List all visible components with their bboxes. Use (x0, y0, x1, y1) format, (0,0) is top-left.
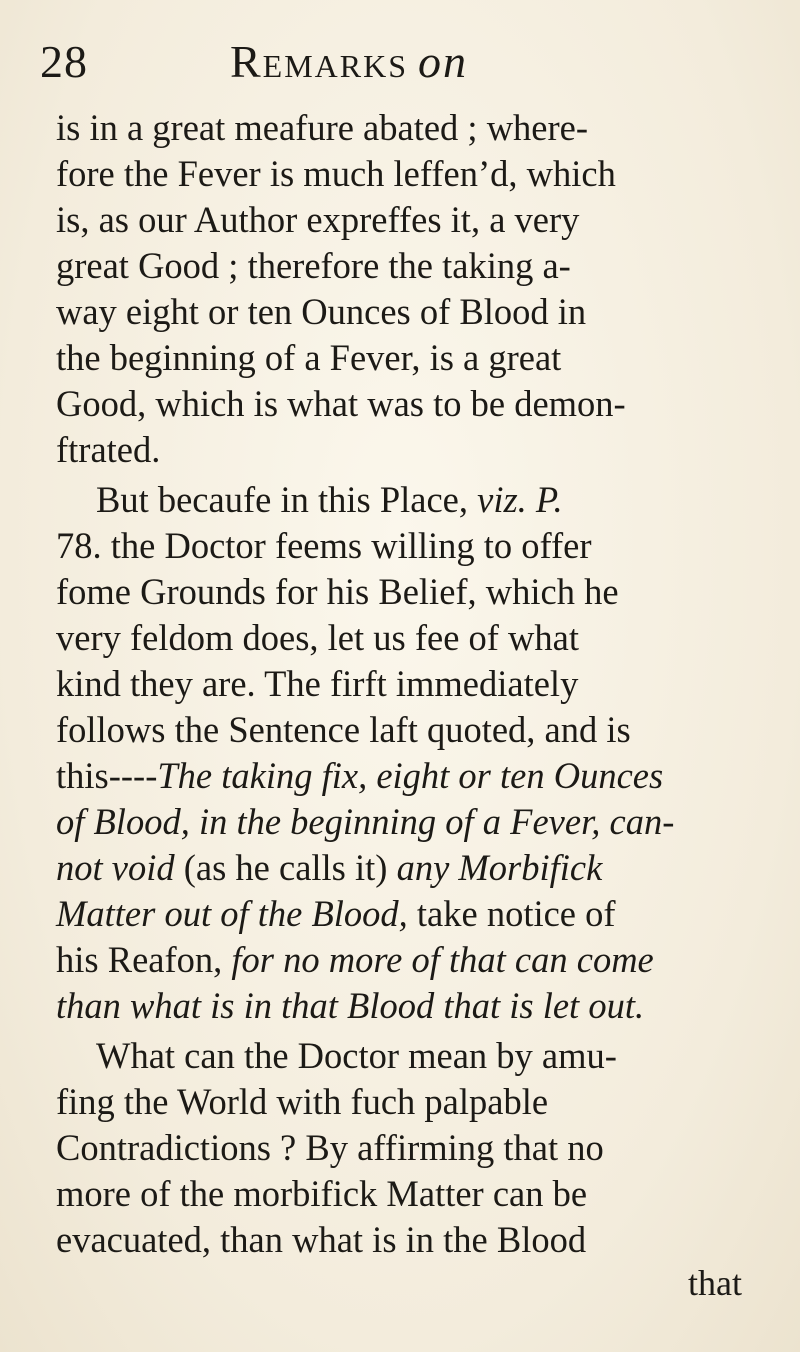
text-line: ftrated. (56, 429, 161, 470)
text-line: Matter out of the Blood, take notice of (56, 893, 616, 934)
text-line: way eight or ten Ounces of Blood in (56, 291, 587, 332)
running-head-title: Remarks (230, 36, 409, 87)
running-head-on: on (418, 36, 469, 87)
text-line: great Good ; therefore the taking a- (56, 245, 571, 286)
text-line: of Blood, in the beginning of a Fever, can- (56, 801, 675, 842)
page-header (40, 34, 760, 94)
text-line: the beginning of a Fever, is a great (56, 337, 562, 378)
running-head (230, 34, 468, 90)
catchword: that (688, 1263, 742, 1303)
text-line: his Reafon, for no more of that can come (56, 939, 654, 980)
text-line: not void (as he calls it) any Morbifick (56, 847, 603, 888)
text-line: this----The taking fix, eight or ten Ounces (56, 755, 664, 796)
text-line: evacuated, than what is in the Blood (56, 1219, 587, 1260)
text-line: Contradictions ? By affirming that no (56, 1127, 604, 1168)
text-line: What can the Doctor mean by amu- (96, 1035, 617, 1076)
text-line: fing the World with fuch palpable (56, 1081, 549, 1122)
page-number: 28 (40, 36, 88, 87)
text-line: more of the morbifick Matter can be (56, 1173, 588, 1214)
text-line: fore the Fever is much leffen’d, which (56, 153, 616, 194)
text-line: fome Grounds for his Belief, which he (56, 571, 619, 612)
text-line: is, as our Author expreffes it, a very (56, 199, 580, 240)
text-line: very feldom does, let us fee of what (56, 617, 579, 658)
text-line: kind they are. The firft immediately (56, 663, 579, 704)
text-line: follows the Sentence laft quoted, and is (56, 709, 631, 750)
text-line: But becaufe in this Place, viz. P. (96, 479, 563, 520)
text-line: than what is in that Blood that is let out. (56, 985, 645, 1026)
text-line: Good, which is what was to be demon- (56, 383, 626, 424)
text-line: 78. the Doctor feems willing to offer (56, 525, 592, 566)
text-line: is in a great meafure abated ; where- (56, 107, 589, 148)
